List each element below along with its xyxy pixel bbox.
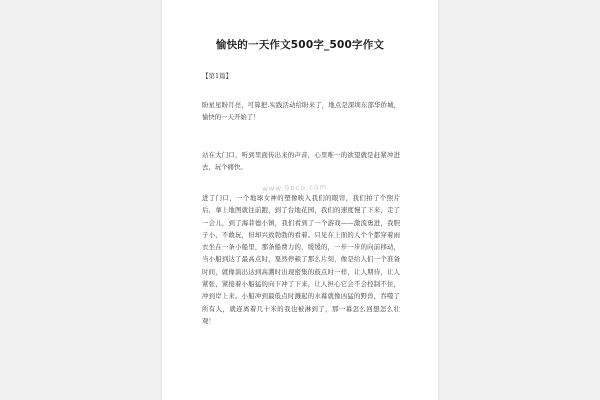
watermark: www.9bcu.com: [261, 182, 328, 194]
document-page: [162, 0, 438, 400]
paragraph-3: 进了门口，一个地球女神的塑像映入我们的眼帘，我们拍了个照片后，拿上地图就往前跑，到了台地花园，我们的速度慢了下来，走了一会儿，到了海菲德小镇，我们看到了一个游戏——激流勇进，我胆子小，不敢玩，但却兴致勃勃的看着。只见在上面的人个个都穿着雨衣坐在一条小船里，那条船费力的，缓缓的，一步一步的向前移动，当小船到达了最高点时，戛然停顿了那么片刻，像是给人们一个准备时间，就像演出达到高潮时出现密集的鼓点时一样，让人期待，让人紧张，紧接着小船猛的向下冲了下来，让人担心它会不会控制不住，冲到岸上来。小船冲到最低点时溅起的水幕就像凶猛的野兽，吞噬了所有人，就连离着几十米的我也被淋到了，那一幕怎么回想怎么壮观！: [202, 194, 400, 325]
section-tag: 【第1篇】: [202, 72, 233, 80]
paragraph-1: 盼星星盼月亮，可算把.实践活动给盼来了，地点是深圳东部华侨城，愉快的一天开始了！: [202, 101, 400, 122]
document-title: 愉快的一天作文500字_500字作文: [215, 39, 385, 51]
paragraph-2: 站在大门口，听到里面传出来的声音，心里唯一的欲望就是赶紧冲进去，玩个痛快。: [202, 151, 400, 172]
